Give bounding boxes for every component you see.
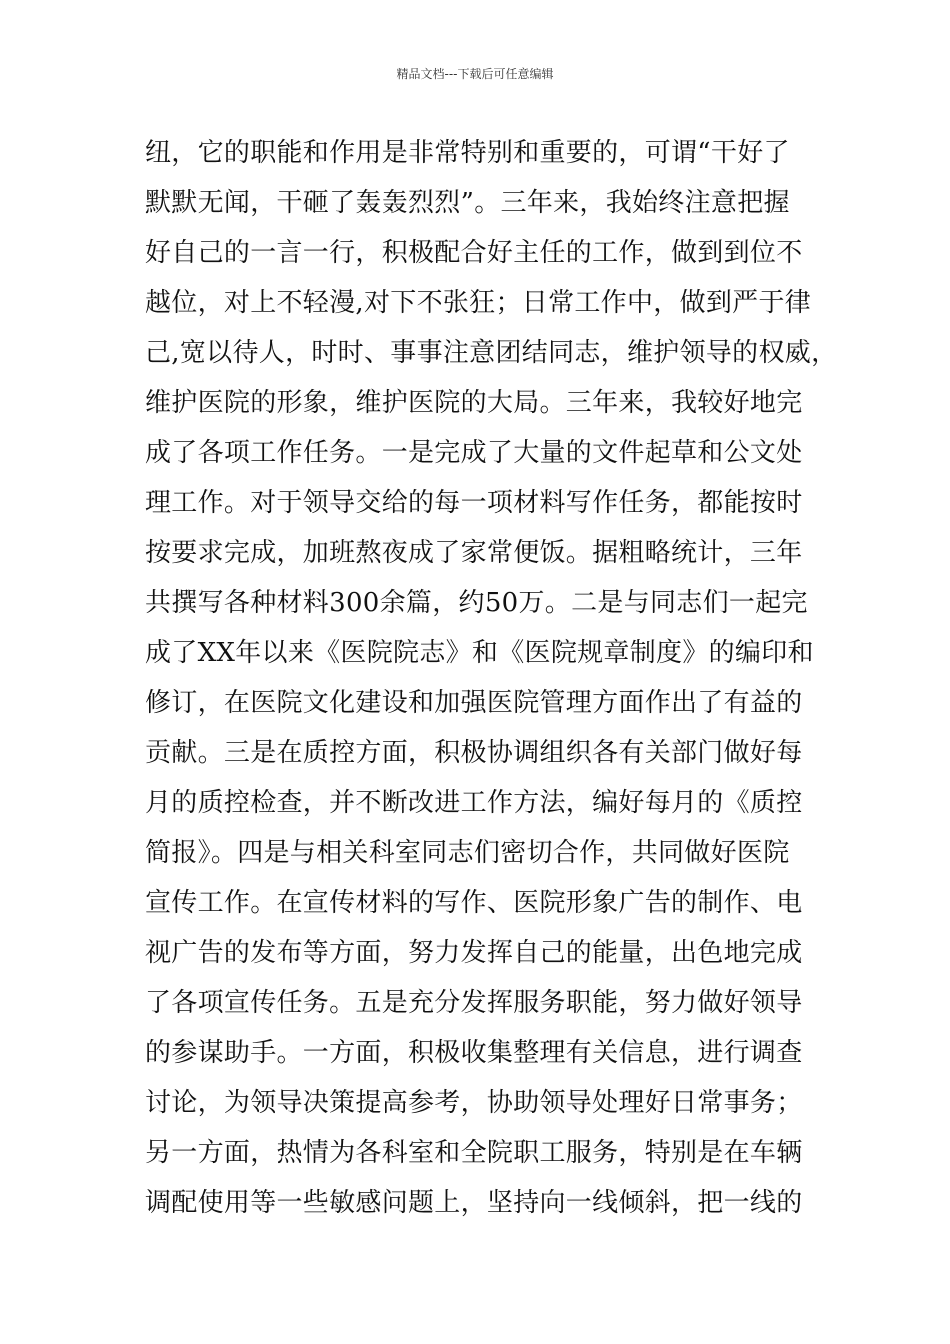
- text-line: 调配使用等一些敏感问题上，坚持向一线倾斜，把一线的: [145, 1188, 803, 1218]
- text-line: 越位，对上不轻漫,对下不张狂；日常工作中，做到严于律: [145, 288, 812, 318]
- text-line: 月的质控检查，并不断改进工作方法，编好每月的《质控: [145, 788, 803, 818]
- text-line: 讨论，为领导决策提高参考，协助领导处理好日常事务；: [145, 1088, 803, 1118]
- text-line: 己,宽以待人，时时、事事注意团结同志，维护领导的权威，: [145, 338, 838, 368]
- text-line: 修订，在医院文化建设和加强医院管理方面作出了有益的: [145, 688, 803, 718]
- text-line: 另一方面，热情为各科室和全院职工服务，特别是在车辆: [145, 1138, 803, 1168]
- text-line: 简报》。四是与相关科室同志们密切合作，共同做好医院: [145, 838, 790, 868]
- text-line: 默默无闻，干砸了轰轰烈烈”。三年来，我始终注意把握: [145, 188, 790, 218]
- text-line: 共撰写各种材料300余篇，约50万。二是与同志们一起完: [145, 588, 808, 618]
- text-line: 按要求完成，加班熬夜成了家常便饭。据粗略统计，三年: [145, 538, 803, 568]
- text-line: 纽，它的职能和作用是非常特别和重要的，可谓“干好了: [145, 138, 790, 168]
- text-line: 成了各项工作任务。一是完成了大量的文件起草和公文处: [145, 438, 803, 468]
- text-line: 宣传工作。在宣传材料的写作、医院形象广告的制作、电: [145, 888, 803, 918]
- text-line: 维护医院的形象，维护医院的大局。三年来，我较好地完: [145, 388, 803, 418]
- text-line: 成了XX年以来《医院院志》和《医院规章制度》的编印和: [145, 638, 814, 668]
- text-line: 贡献。三是在质控方面，积极协调组织各有关部门做好每: [145, 738, 803, 768]
- text-line: 的参谋助手。一方面，积极收集整理有关信息，进行调查: [145, 1038, 803, 1068]
- text-line: 好自己的一言一行，积极配合好主任的工作，做到到位不: [145, 238, 803, 268]
- text-line: 了各项宣传任务。五是充分发挥服务职能，努力做好领导: [145, 988, 803, 1018]
- body-text: [145, 128, 838, 1228]
- text-line: 理工作。对于领导交给的每一项材料写作任务，都能按时: [145, 488, 803, 518]
- page-header: 精品文档---下载后可任意编辑: [396, 67, 554, 81]
- text-line: 视广告的发布等方面，努力发挥自己的能量，出色地完成: [145, 938, 803, 968]
